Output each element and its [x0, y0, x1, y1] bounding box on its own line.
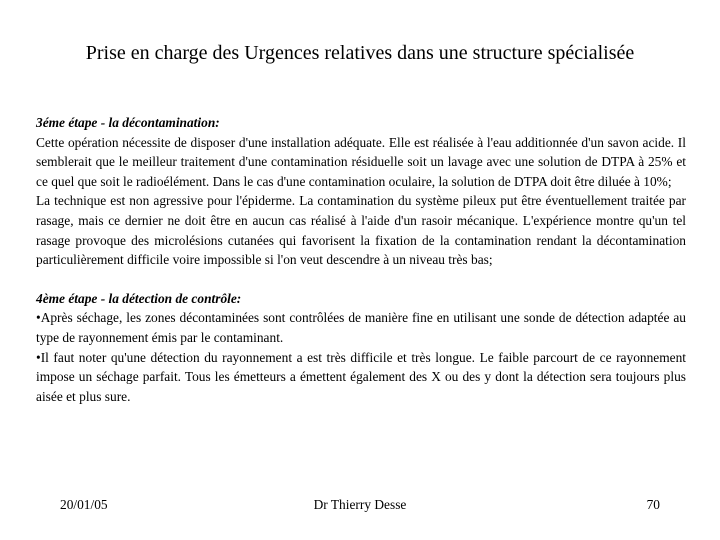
step4-heading: 4ème étape - la détection de contrôle: — [36, 290, 242, 306]
step3-paragraph-2: La technique est non agressive pour l'épiderme. La contamination du système pileux put être éventuellement traitée par rasage, mais ce dernier ne doit être en aucun cas réalisé à l'aide d'un rasoir mécanique. L'expérience montre qu'un tel rasage provoque des microlésions cutanées qui favorisent la fixation de la contamination rendant la décontamination particulièrement difficile voire impossible si l'on veut descendre à un niveau très bas; — [36, 193, 686, 268]
step3-paragraph-1: Cette opération nécessite de disposer d'une installation adéquate. Elle est réalisée à l'eau additionnée d'un savon acide. Il semblerait que le meilleur traitement d'une contamination résiduelle soit un lavage avec une solution de DTPA à 25% et ce quel que soit le radioélément. Dans le cas d'une contamination oculaire, la solution de DTPA doit être diluée à 10%; — [36, 134, 686, 189]
footer-date: 20/01/05 — [60, 497, 108, 512]
footer-page-number: 70 — [646, 497, 660, 512]
slide-title: Prise en charge des Urgences relatives dans une structure spécialisée — [85, 42, 635, 64]
step4-bullet-1: •Après séchage, les zones décontaminées sont contrôlées de manière fine en utilisant une sonde de détection adaptée au type de rayonnement émis par le contaminant. — [36, 310, 686, 345]
section-spacer — [36, 270, 686, 289]
step3-heading: 3éme étape - la décontamination: — [36, 115, 220, 130]
slide-body — [36, 113, 686, 406]
footer-author: Dr Thierry Desse — [313, 497, 407, 512]
step4-bullet-2: •Il faut noter qu'une détection du rayonnement a est très difficile et très longue. Le faible parcourt de ce rayonnement impose un séchage parfait. Tous les émetteurs a émettent également des X ou des y dont la détection sera toujours plus aisée et plus sure. — [36, 349, 686, 404]
